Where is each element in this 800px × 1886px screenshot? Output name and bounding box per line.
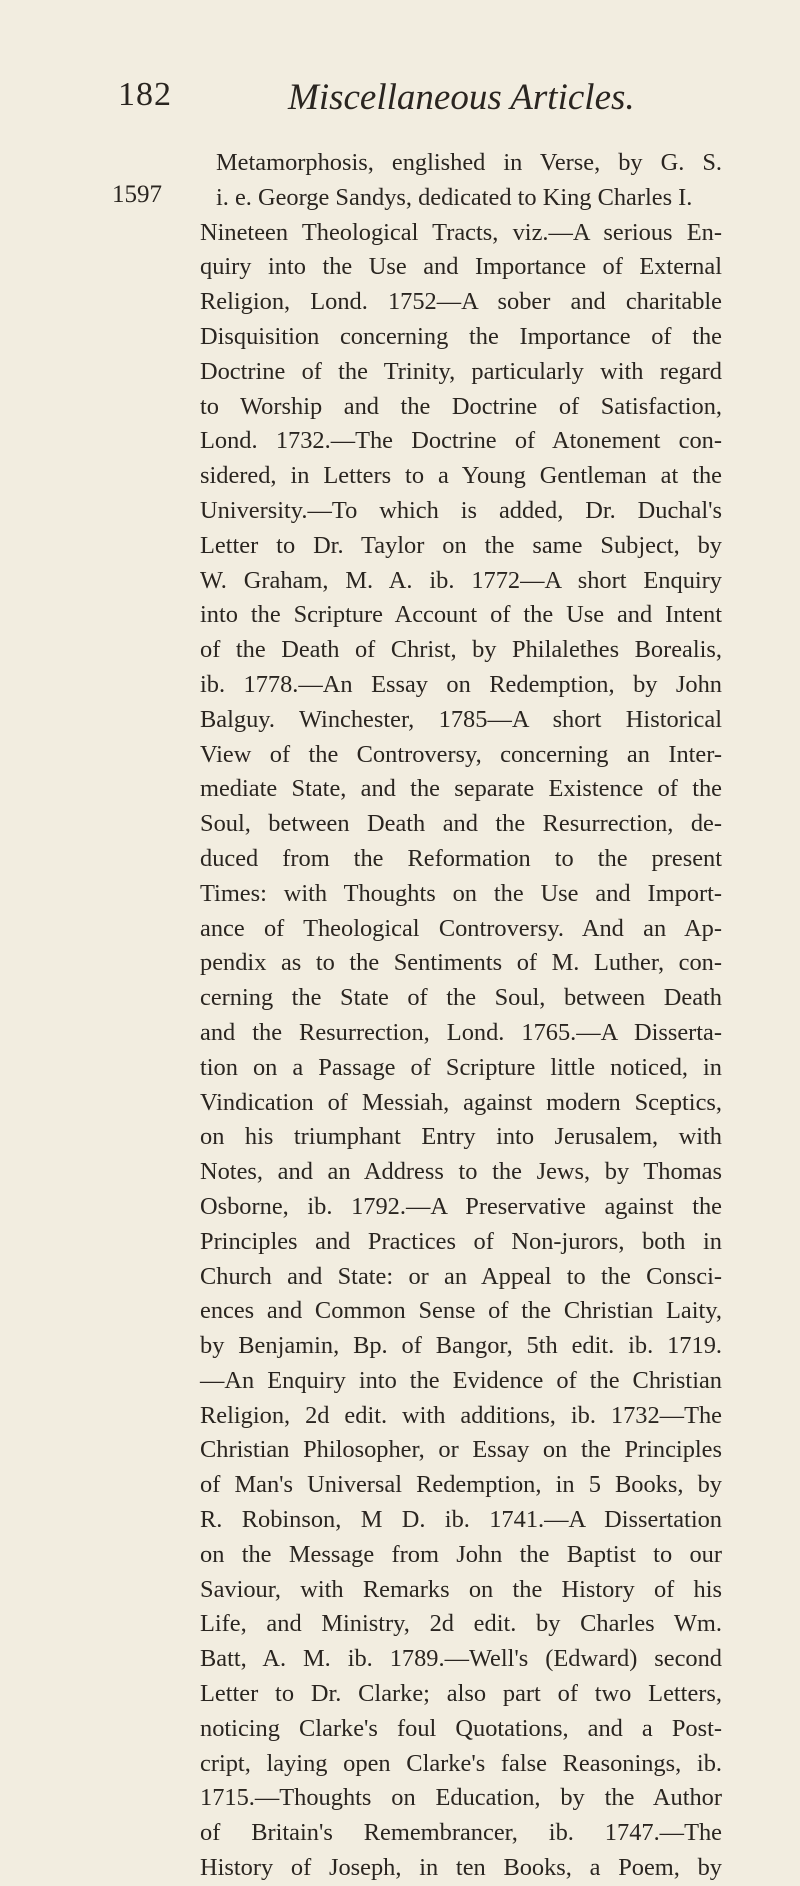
- text-line: and the Resurrection, Lond. 1765.—A Disserta-: [200, 1018, 722, 1046]
- text-line: Batt, A. M. ib. 1789.—Well's (Edward) second: [200, 1645, 722, 1673]
- text-line: Religion, Lond. 1752—A sober and charitable: [200, 288, 722, 316]
- text-line: on the Message from John the Baptist to our: [200, 1540, 722, 1568]
- text-line: Osborne, ib. 1792.—A Preservative against the: [200, 1192, 722, 1220]
- text-line: Nineteen Theological Tracts, viz.—A serious En-: [200, 218, 722, 246]
- text-line: sidered, in Letters to a Young Gentleman at the: [200, 462, 722, 490]
- text-line: Saviour, with Remarks on the History of his: [200, 1575, 722, 1603]
- text-line: quiry into the Use and Importance of External: [200, 253, 722, 281]
- text-line: Christian Philosopher, or Essay on the Principles: [200, 1436, 722, 1464]
- text-line: Letter to Dr. Clarke; also part of two Letters,: [200, 1680, 722, 1708]
- text-line: R. Robinson, M D. ib. 1741.—A Dissertation: [200, 1506, 722, 1534]
- text-line: into the Scripture Account of the Use and Intent: [200, 601, 722, 629]
- text-line: W. Graham, M. A. ib. 1772—A short Enquiry: [200, 566, 722, 594]
- catalogue-entry-text: [200, 146, 722, 1886]
- text-line: Life, and Ministry, 2d edit. by Charles Wm.: [200, 1610, 722, 1638]
- running-title: Miscellaneous Articles.: [288, 77, 635, 118]
- text-line: cerning the State of the Soul, between Death: [200, 984, 722, 1012]
- page-header: [118, 76, 718, 126]
- text-line: noticing Clarke's foul Quotations, and a Post-: [200, 1714, 722, 1742]
- text-line: Balguy. Winchester, 1785—A short Historical: [200, 705, 722, 733]
- text-line: Letter to Dr. Taylor on the same Subject, by: [200, 531, 722, 559]
- text-line: Church and State: or an Appeal to the Consci-: [200, 1262, 722, 1290]
- text-line: to Worship and the Doctrine of Satisfaction,: [200, 392, 722, 420]
- text-line: View of the Controversy, concerning an Inter-: [200, 740, 722, 768]
- text-line: Times: with Thoughts on the Use and Import-: [200, 879, 722, 907]
- text-line: —An Enquiry into the Evidence of the Christian: [200, 1366, 722, 1394]
- text-line: cript, laying open Clarke's false Reasonings, ib.: [200, 1749, 722, 1777]
- text-line: Lond. 1732.—The Doctrine of Atonement con-: [200, 427, 722, 455]
- catalogue-entry-number: 1597: [112, 181, 162, 208]
- text-line: of the Death of Christ, by Philalethes Borealis,: [200, 636, 722, 664]
- text-line: Disquisition concerning the Importance of the: [200, 322, 722, 350]
- text-line: Metamorphosis, englished in Verse, by G. S.: [216, 149, 722, 176]
- text-line: Notes, and an Address to the Jews, by Thomas: [200, 1158, 722, 1186]
- text-line: duced from the Reformation to the present: [200, 844, 722, 872]
- text-line: pendix as to the Sentiments of M. Luther, con-: [200, 949, 722, 977]
- text-line: of Britain's Remembrancer, ib. 1747.—The: [200, 1819, 722, 1847]
- text-line: Principles and Practices of Non-jurors, both in: [200, 1227, 722, 1255]
- text-line: on his triumphant Entry into Jerusalem, with: [200, 1123, 722, 1151]
- text-line: Doctrine of the Trinity, particularly with regard: [200, 357, 722, 385]
- text-line: i. e. George Sandys, dedicated to King Charles I.: [216, 183, 693, 211]
- page-number: 182: [118, 76, 172, 113]
- text-line: University.—To which is added, Dr. Duchal's: [200, 496, 722, 524]
- text-line: tion on a Passage of Scripture little noticed, in: [200, 1053, 722, 1081]
- text-line: of Man's Universal Redemption, in 5 Books, by: [200, 1471, 722, 1499]
- text-line: 1715.—Thoughts on Education, by the Author: [200, 1784, 722, 1812]
- text-line: Vindication of Messiah, against modern Sceptics,: [200, 1088, 722, 1116]
- text-line: Soul, between Death and the Resurrection, de-: [200, 810, 722, 838]
- text-line: by Benjamin, Bp. of Bangor, 5th edit. ib. 1719.: [200, 1332, 722, 1360]
- text-line: Religion, 2d edit. with additions, ib. 1732—The: [200, 1401, 722, 1429]
- text-line: ib. 1778.—An Essay on Redemption, by John: [200, 670, 722, 698]
- text-line: mediate State, and the separate Existence of the: [200, 775, 722, 803]
- text-line: ences and Common Sense of the Christian Laity,: [200, 1297, 722, 1325]
- text-line: History of Joseph, in ten Books, a Poem, by: [200, 1854, 722, 1882]
- text-line: ance of Theological Controversy. And an Ap-: [200, 914, 722, 942]
